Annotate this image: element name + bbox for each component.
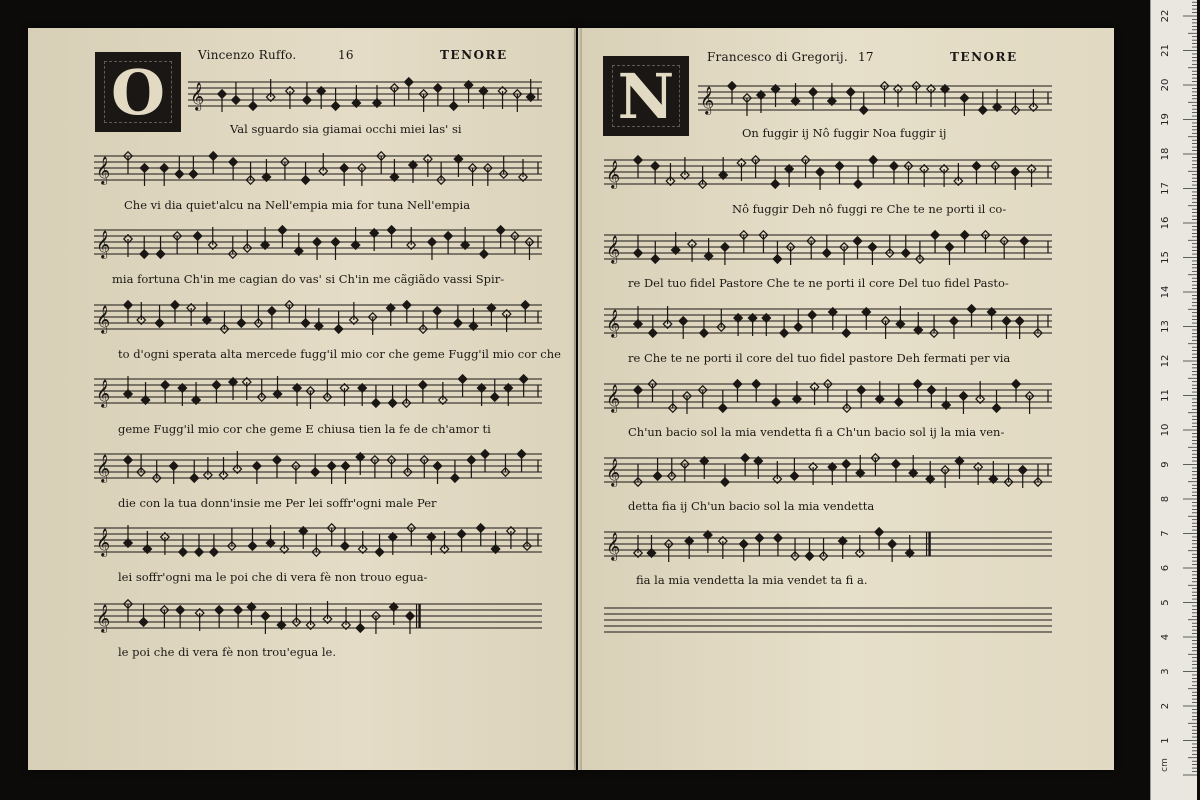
lyric-line: Che vi dia quiet'alcu na Nell'empia mia for tuna Nell'empia — [124, 198, 471, 212]
treble-clef-icon: 𝄞 — [96, 230, 111, 258]
composer-right: Francesco di Gregorij. — [707, 50, 848, 64]
decorated-initial-left: O — [95, 52, 181, 132]
lyric-line: die con la tua donn'insie me Per lei soffr'ogni male Per — [118, 496, 437, 510]
decorated-initial-right: N — [603, 56, 689, 136]
staff-notation — [604, 152, 1052, 200]
staff-notation — [604, 301, 1052, 349]
lyric-line: le poi che di vera fè non trou'egua le. — [118, 645, 337, 659]
staff-right-3 — [604, 227, 1052, 263]
lyric-line: Val sguardo sia giamai occhi miei las' si — [230, 122, 462, 136]
lyric-line: geme Fugg'il mio cor che geme E chiusa tien la fe de ch'amor ti — [118, 422, 491, 436]
staff-notation — [604, 376, 1052, 424]
lyric-line: Nô fuggir Deh nô fuggi re Che te ne porti il co- — [732, 202, 1007, 216]
lyric-line: lei soffr'ogni ma le poi che di vera fè non trouo egua- — [118, 570, 428, 584]
staff-left-1 — [188, 74, 542, 110]
treble-clef-icon: 𝄞 — [606, 384, 621, 412]
staff-right-1 — [698, 78, 1052, 114]
treble-clef-icon: 𝄞 — [190, 82, 205, 110]
staff-notation — [94, 520, 542, 568]
treble-clef-icon: 𝄞 — [606, 309, 621, 337]
staff-notation — [604, 227, 1052, 275]
book-gutter — [574, 28, 582, 770]
ruler-label: 21 — [1160, 44, 1171, 57]
page-number-right: 17 — [858, 50, 874, 64]
staff-right-7 — [604, 524, 1052, 560]
staff-left-8 — [94, 596, 542, 632]
ruler-unit: cm — [1159, 758, 1170, 772]
staff-notation — [604, 600, 1052, 648]
ruler-label: 19 — [1160, 113, 1171, 126]
staff-notation — [94, 222, 542, 270]
treble-clef-icon: 𝄞 — [606, 532, 621, 560]
lyric-line: to d'ogni sperata alta mercede fugg'il mio cor che geme Fugg'il mio cor che — [118, 347, 561, 361]
staff-notation — [188, 74, 542, 122]
ruler-label: 7 — [1160, 530, 1171, 537]
ruler-label: 10 — [1160, 423, 1171, 437]
ruler-label: 15 — [1160, 251, 1171, 264]
ruler-label: 16 — [1160, 216, 1171, 230]
staff-notation — [94, 297, 542, 345]
ruler-label: 2 — [1160, 702, 1171, 710]
treble-clef-icon: 𝄞 — [96, 528, 111, 556]
lyric-line: Ch'un bacio sol la mia vendetta fi a Ch'un bacio sol ij la mia ven- — [628, 425, 1005, 439]
ruler-label: 6 — [1160, 564, 1171, 572]
ruler-label: 9 — [1160, 461, 1171, 468]
staff-right-6 — [604, 450, 1052, 486]
staff-notation — [698, 78, 1052, 126]
staff-left-4 — [94, 297, 542, 333]
staff-notation — [94, 148, 542, 196]
treble-clef-icon: 𝄞 — [700, 86, 715, 114]
treble-clef-icon: 𝄞 — [606, 458, 621, 486]
page-number-left: 16 — [338, 48, 354, 62]
staff-left-5 — [94, 371, 542, 407]
staff-left-6 — [94, 446, 542, 482]
lyric-line: re Che te ne porti il core del tuo fidel pastore Deh fermati per via — [628, 351, 1011, 365]
ruler-label: 13 — [1160, 320, 1171, 333]
staff-notation — [94, 371, 542, 419]
ruler-label: 1 — [1160, 737, 1171, 744]
staff-right-5 — [604, 376, 1052, 412]
staff-right-2 — [604, 152, 1052, 188]
measurement-ruler — [1150, 0, 1197, 800]
ruler-label: 4 — [1160, 633, 1171, 641]
part-name-left: TENORE — [440, 48, 508, 62]
treble-clef-icon: 𝄞 — [96, 156, 111, 184]
lyric-line: detta fia ij Ch'un bacio sol la mia vendetta — [628, 499, 875, 513]
staff-left-2 — [94, 148, 542, 184]
staff-notation — [94, 446, 542, 494]
lyric-line: re Del tuo fidel Pastore Che te ne porti il core Del tuo fidel Pasto- — [628, 276, 1009, 290]
ruler-label: 20 — [1160, 78, 1171, 92]
staff-notation — [94, 596, 542, 644]
ruler-label: 18 — [1160, 147, 1171, 161]
ruler-label: 17 — [1160, 182, 1171, 195]
treble-clef-icon: 𝄞 — [96, 379, 111, 407]
ruler-label: 12 — [1160, 354, 1171, 368]
treble-clef-icon: 𝄞 — [606, 235, 621, 263]
ruler-ticks — [1151, 0, 1197, 800]
ruler-label: 8 — [1160, 495, 1171, 503]
staff-right-4 — [604, 301, 1052, 337]
ruler-label: 11 — [1160, 389, 1171, 402]
staff-notation — [604, 524, 1052, 572]
staff-right-empty — [604, 600, 1052, 632]
lyric-line: mia fortuna Ch'in me cagian do vas' si Ch'in me cãgiãdo vassi Spir- — [112, 272, 505, 286]
ruler-label: 14 — [1160, 285, 1171, 299]
ruler-label: 5 — [1160, 599, 1171, 606]
composer-left: Vincenzo Ruffo. — [198, 48, 297, 62]
staff-left-7 — [94, 520, 542, 556]
treble-clef-icon: 𝄞 — [96, 454, 111, 482]
staff-notation — [604, 450, 1052, 498]
staff-left-3 — [94, 222, 542, 258]
treble-clef-icon: 𝄞 — [96, 604, 111, 632]
treble-clef-icon: 𝄞 — [96, 305, 111, 333]
treble-clef-icon: 𝄞 — [606, 160, 621, 188]
lyric-line: On fuggir ij Nô fuggir Noa fuggir ij — [742, 126, 947, 140]
lyric-line: fia la mia vendetta la mia vendet ta fi a. — [636, 573, 868, 587]
ruler-label: 3 — [1160, 668, 1171, 675]
part-name-right: TENORE — [950, 50, 1018, 64]
ruler-label: 22 — [1160, 9, 1171, 23]
